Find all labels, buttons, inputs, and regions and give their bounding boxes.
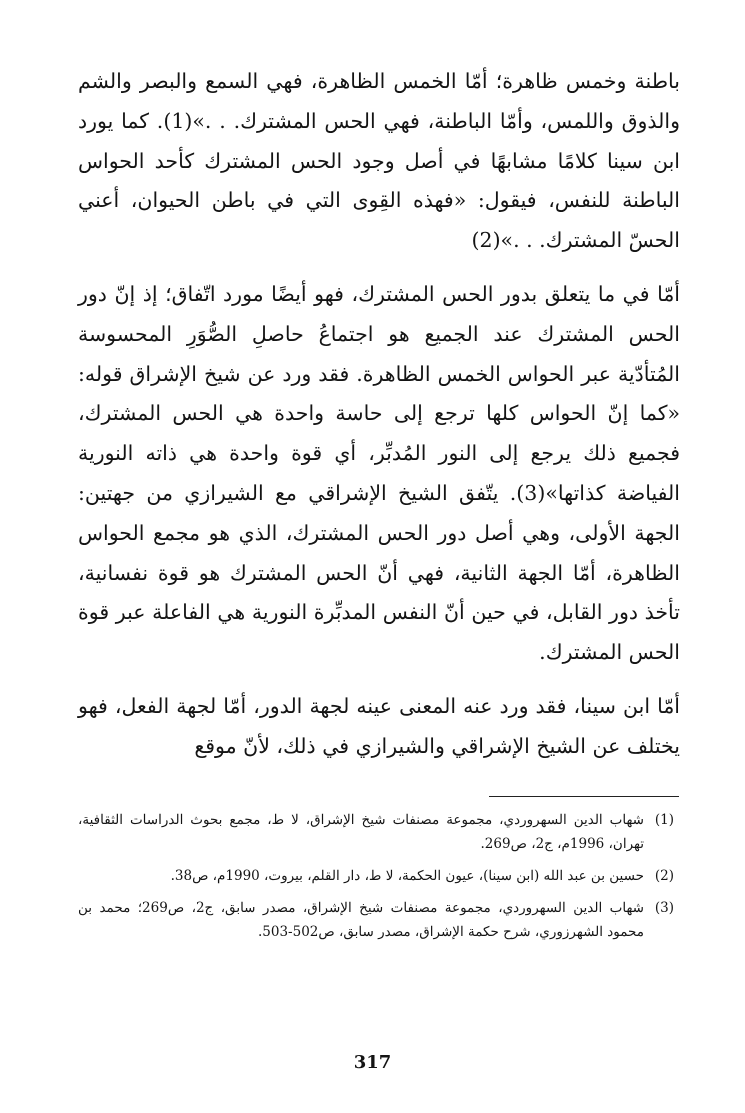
footnote-text: حسين بن عبد الله (ابن سينا)، عيون الحكمة، لا ط، دار القلم، بيروت، 1990م، ص38. — [170, 868, 644, 884]
footnote-text: شهاب الدين السهروردي، مجموعة مصنفات شيخ الإشراق، مصدر سابق، ج2، ص269؛ محمد بن محمود الشهرزوري، شرح حكمة الإشراق، مصدر سابق، ص502-503. — [78, 900, 644, 940]
footnotes — [78, 808, 674, 952]
page-number: 317 — [353, 1052, 392, 1073]
footnote-number: (3) — [654, 900, 674, 916]
main-text — [78, 62, 680, 767]
footnote-number: (1) — [654, 812, 674, 828]
footnote-2 — [78, 864, 674, 888]
footnote-separator — [489, 796, 679, 797]
footnote-text: شهاب الدين السهروردي، مجموعة مصنفات شيخ الإشراق، لا ط، مجمع بحوث الدراسات الثقافية، تهران، 1996م، ج2، ص269. — [78, 812, 644, 852]
footnote-1 — [78, 808, 674, 856]
footnote-3 — [78, 896, 674, 944]
footnote-number: (2) — [654, 868, 674, 884]
paragraph-2: أمّا في ما يتعلق بدور الحس المشترك، فهو أيضًا مورد اتّفاق؛ إذ إنّ دور الحس المشترك عند الجميع هو اجتماعُ حاصلِ الصُّوَرِ المحسوسة المُتأدّية عبر الحواس الخمس الظاهرة. فقد ورد عن شيخ الإشراق قوله: «كما إنّ الحواس كلها ترجع إلى حاسة واحدة هي الحس المشترك، فجميع ذلك يرجع إلى النور المُدبِّر، أي قوة واحدة هي ذاته النورية الفياضة كذاتها»(3). يتّفق الشيخ الإشراقي مع الشيرازي من جهتين: الجهة الأولى، وهي أصل دور الحس المشترك، الذي هو مجمع الحواس الظاهرة، أمّا الجهة الثانية، فهي أنّ الحس المشترك هو قوة نفسانية، تأخذ دور القابل، في حين أنّ النفس المدبِّرة النورية هي الفاعلة عبر قوة الحس المشترك. — [78, 281, 680, 665]
paragraph-1: باطنة وخمس ظاهرة؛ أمّا الخمس الظاهرة، فهي السمع والبصر والشم والذوق واللمس، وأمّا الباطنة، فهي الحس المشترك. . .»(1). كما يورد ابن سينا كلامًا مشابهًا في أصل وجود الحس المشترك كأحد الحواس الباطنة للنفس، فيقول: «فهذه القِوى التي في باطن الحيوان، أعني الحسّ المشترك. . .»(2) — [78, 69, 680, 253]
paragraph-3: أمّا ابن سينا، فقد ورد عنه المعنى عينه لجهة الدور، أمّا لجهة الفعل، فهو يختلف عن الشيخ الإشراقي والشيرازي في ذلك، لأنّ موقع — [78, 693, 680, 758]
